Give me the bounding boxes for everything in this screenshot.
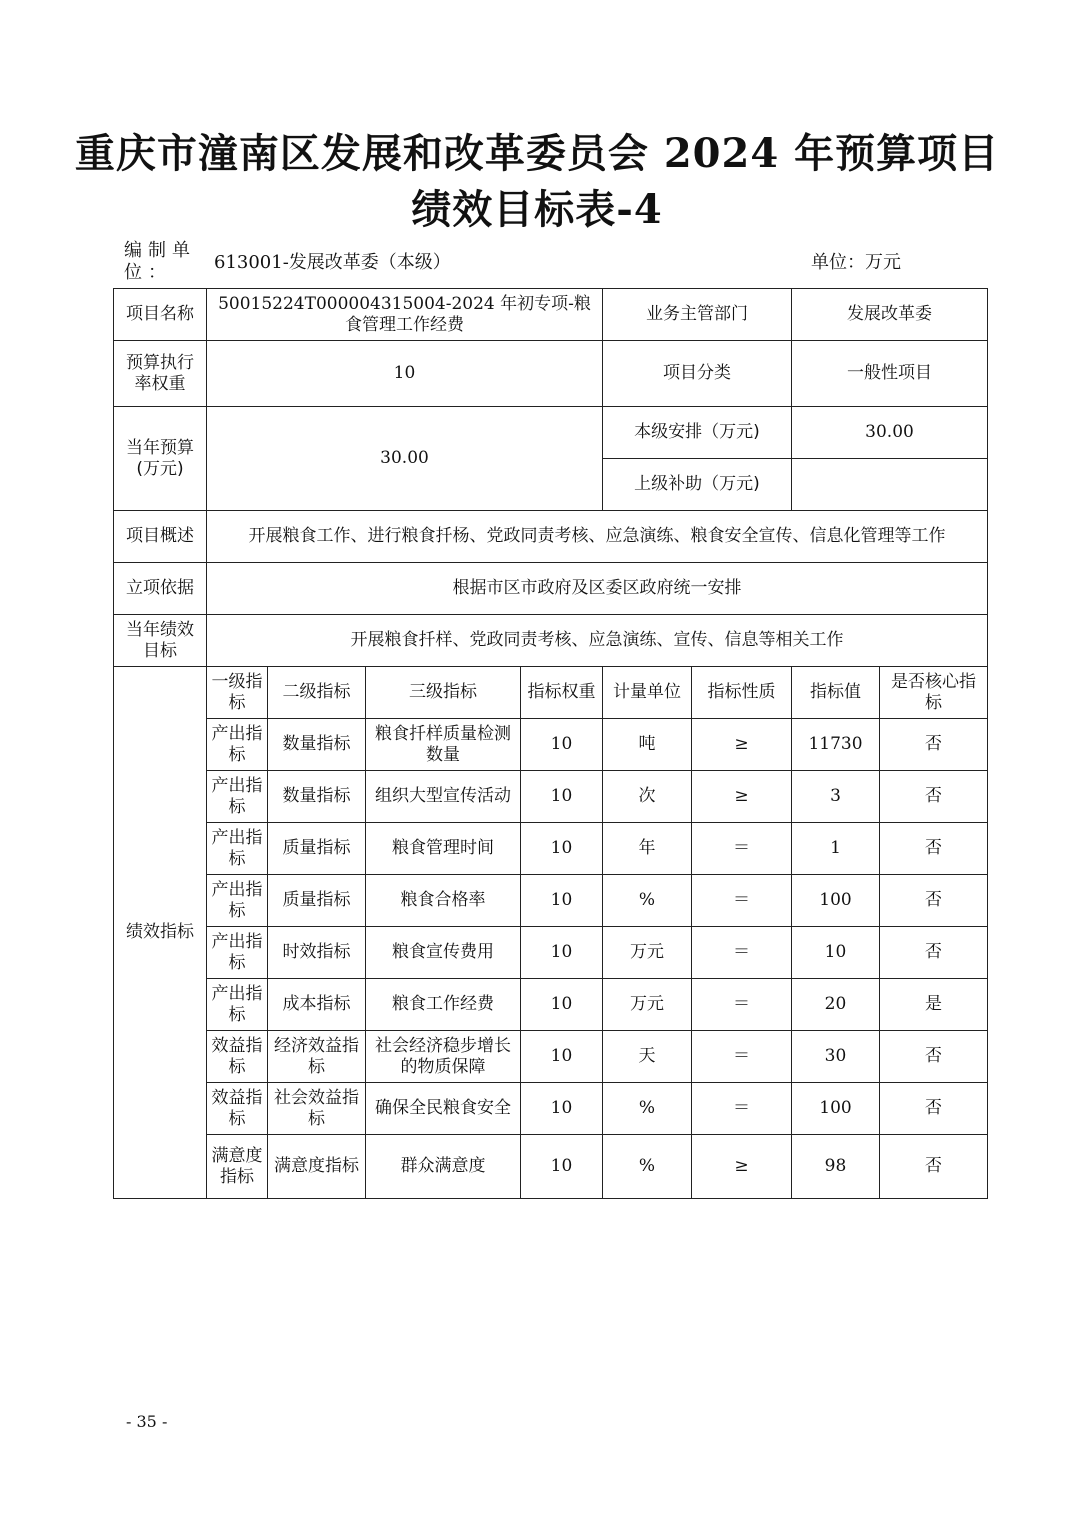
nature-cell: ≥ [692,719,792,771]
value-cell: 1 [792,823,880,875]
basis-value: 根据市区市政府及区委区政府统一安排 [207,563,988,615]
unit-name: 613001-发展改革委（本级） [214,252,451,273]
table-row [114,1135,988,1199]
table-row [114,1083,988,1135]
l2-cell: 经济效益指标 [268,1031,366,1083]
unit-cell: % [603,1135,692,1199]
unit-cell: 天 [603,1031,692,1083]
value-cell: 100 [792,1083,880,1135]
overview-value: 开展粮食工作、进行粮食扦杨、党政同责考核、应急演练、粮食安全宣传、信息化管理等工作 [207,511,988,563]
superior-label: 上级补助（万元) [603,459,792,511]
nature-cell: ≥ [692,771,792,823]
value-cell: 11730 [792,719,880,771]
core-cell: 否 [880,1031,988,1083]
core-cell: 否 [880,927,988,979]
project-name-value: 50015224T000004315004-2024 年初专项-粮食管理工作经费 [207,289,603,341]
category-label: 项目分类 [603,341,792,407]
nature-cell: ＝ [692,1083,792,1135]
unit-cell: % [603,875,692,927]
weight-cell: 10 [521,875,603,927]
goal-value: 开展粮食扦样、党政同责考核、应急演练、宣传、信息等相关工作 [207,615,988,667]
local-label: 本级安排（万元) [603,407,792,459]
l3-cell: 粮食宣传费用 [366,927,521,979]
l1-cell: 产出指标 [207,771,268,823]
budget-label: 当年预算(万元) [114,407,207,511]
col-header: 指标值 [792,667,880,719]
weight-cell: 10 [521,1083,603,1135]
l2-cell: 满意度指标 [268,1135,366,1199]
header-row [114,667,988,719]
value-cell: 3 [792,771,880,823]
l1-cell: 产出指标 [207,875,268,927]
col-header: 二级指标 [268,667,366,719]
core-cell: 否 [880,823,988,875]
l1-cell: 满意度指标 [207,1135,268,1199]
l1-cell: 产出指标 [207,719,268,771]
table-row [114,979,988,1031]
budget-value: 30.00 [207,407,603,511]
core-cell: 否 [880,1135,988,1199]
unit-cell: 次 [603,771,692,823]
table-row [114,1031,988,1083]
l2-cell: 数量指标 [268,771,366,823]
table-row [114,719,988,771]
dept-value: 发展改革委 [792,289,988,341]
project-name-row [114,289,988,341]
core-cell: 否 [880,719,988,771]
col-header: 是否核心指标 [880,667,988,719]
l1-cell: 效益指标 [207,1031,268,1083]
local-value: 30.00 [792,407,988,459]
goal-row [114,615,988,667]
unit-cell: 万元 [603,979,692,1031]
dept-label: 业务主管部门 [603,289,792,341]
l2-cell: 质量指标 [268,875,366,927]
core-cell: 否 [880,1083,988,1135]
l3-cell: 粮食工作经费 [366,979,521,1031]
goal-label: 当年绩效目标 [114,615,207,667]
exec-weight-value: 10 [207,341,603,407]
l3-cell: 粮食管理时间 [366,823,521,875]
col-header: 指标权重 [521,667,603,719]
overview-row [114,511,988,563]
page-title-line2: 绩效目标表-4 [411,186,663,233]
unit-cell: 年 [603,823,692,875]
l3-cell: 粮食扦样质量检测数量 [366,719,521,771]
core-cell: 否 [880,875,988,927]
exec-weight-label: 预算执行率权重 [114,341,207,407]
weight-cell: 10 [521,927,603,979]
l3-cell: 组织大型宣传活动 [366,771,521,823]
weight-cell: 10 [521,771,603,823]
superior-value [792,459,988,511]
indicators-label: 绩效指标 [114,667,207,1199]
value-cell: 30 [792,1031,880,1083]
nature-cell: ＝ [692,979,792,1031]
weight-cell: 10 [521,1135,603,1199]
weight-cell: 10 [521,823,603,875]
l3-cell: 确保全民粮食安全 [366,1083,521,1135]
basis-label: 立项依据 [114,563,207,615]
value-cell: 20 [792,979,880,1031]
l3-cell: 群众满意度 [366,1135,521,1199]
l3-cell: 社会经济稳步增长的物质保障 [366,1031,521,1083]
unit-cell: 万元 [603,927,692,979]
core-cell: 是 [880,979,988,1031]
overview-label: 项目概述 [114,511,207,563]
weight-cell: 10 [521,1031,603,1083]
value-cell: 98 [792,1135,880,1199]
l2-cell: 数量指标 [268,719,366,771]
l1-cell: 效益指标 [207,1083,268,1135]
budget-row [114,407,988,459]
l2-cell: 时效指标 [268,927,366,979]
l2-cell: 质量指标 [268,823,366,875]
nature-cell: ＝ [692,823,792,875]
table-row [114,771,988,823]
table-row [114,875,988,927]
l2-cell: 社会效益指标 [268,1083,366,1135]
nature-cell: ＝ [692,875,792,927]
page-number: - 35 - [126,1412,168,1431]
l1-cell: 产出指标 [207,927,268,979]
table-row [114,927,988,979]
value-cell: 100 [792,875,880,927]
basis-row [114,563,988,615]
currency-unit: 单位：万元 [811,252,901,273]
l1-cell: 产出指标 [207,979,268,1031]
l1-cell: 产出指标 [207,823,268,875]
col-header: 一级指标 [207,667,268,719]
value-cell: 10 [792,927,880,979]
project-name-label: 项目名称 [114,289,207,341]
exec-weight-row [114,341,988,407]
category-value: 一般性项目 [792,341,988,407]
nature-cell: ≥ [692,1135,792,1199]
page-title-line1: 重庆市潼南区发展和改革委员会 2024 年预算项目 [74,130,1000,177]
l2-cell: 成本指标 [268,979,366,1031]
nature-cell: ＝ [692,1031,792,1083]
table-row [114,823,988,875]
unit-cell: 吨 [603,719,692,771]
weight-cell: 10 [521,719,603,771]
col-header: 三级指标 [366,667,521,719]
nature-cell: ＝ [692,927,792,979]
core-cell: 否 [880,771,988,823]
weight-cell: 10 [521,979,603,1031]
unit-cell: % [603,1083,692,1135]
performance-table [113,288,988,1199]
l3-cell: 粮食合格率 [366,875,521,927]
col-header: 指标性质 [692,667,792,719]
unit-label: 编制单位： [124,240,196,283]
col-header: 计量单位 [603,667,692,719]
